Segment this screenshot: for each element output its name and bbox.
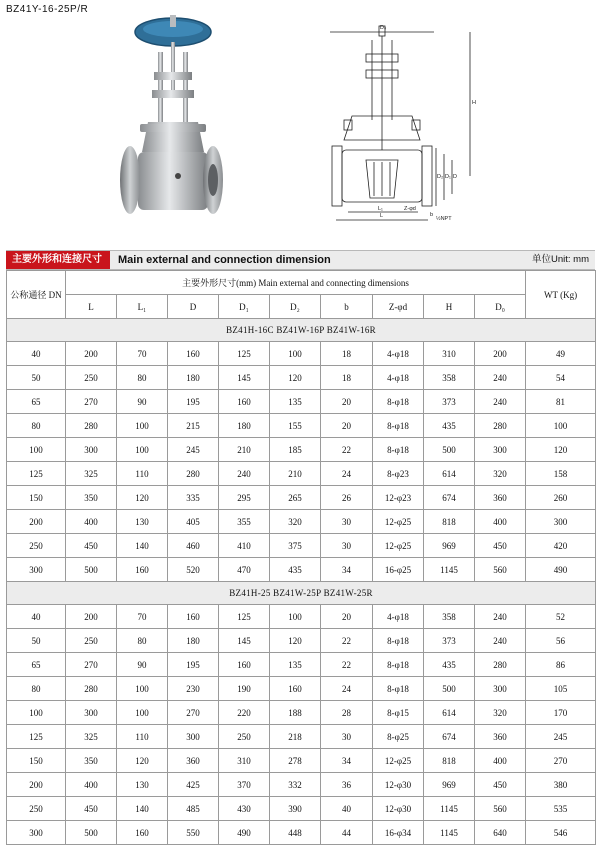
label-d1: D₁ [445, 174, 451, 180]
table-cell: 30 [321, 510, 373, 534]
label-npt: ½NPT [436, 216, 452, 222]
table-row [7, 725, 596, 749]
table-row [7, 486, 596, 510]
valve-photo [118, 12, 224, 234]
table-cell: 100 [7, 701, 66, 725]
table-row [7, 390, 596, 414]
table-cell: 80 [117, 366, 168, 390]
table-cell: 325 [66, 725, 117, 749]
table-cell: 375 [270, 534, 321, 558]
table-cell: 155 [270, 414, 321, 438]
table-cell: 145 [219, 366, 270, 390]
column-header: b [321, 295, 373, 319]
table-cell: 160 [168, 342, 219, 366]
table-cell: 220 [219, 701, 270, 725]
column-header: H [424, 295, 475, 319]
model-group-label: BZ41H-25 BZ41W-25P BZ41W-25R [7, 582, 596, 605]
table-cell: 180 [168, 629, 219, 653]
table-cell: 1145 [424, 821, 475, 845]
table-cell: 200 [7, 773, 66, 797]
dn-header: 公称通径 DN [7, 271, 66, 319]
table-cell: 200 [66, 605, 117, 629]
table-cell: 8-φ18 [373, 438, 424, 462]
table-cell: 410 [219, 534, 270, 558]
label-b: b [430, 212, 434, 218]
table-cell: 40 [321, 797, 373, 821]
table-cell: 105 [526, 677, 596, 701]
table-cell: 448 [270, 821, 321, 845]
table-row [7, 438, 596, 462]
table-cell: 16-φ34 [373, 821, 424, 845]
table-row [7, 701, 596, 725]
table-cell: 70 [117, 342, 168, 366]
table-cell: 80 [117, 629, 168, 653]
table-row [7, 677, 596, 701]
model-code: BZ41Y-16-25P/R [6, 4, 89, 15]
table-cell: 22 [321, 438, 373, 462]
table-cell: 280 [475, 653, 526, 677]
table-cell: 280 [168, 462, 219, 486]
column-header: Z-φd [373, 295, 424, 319]
table-cell: 370 [219, 773, 270, 797]
table-cell: 332 [270, 773, 321, 797]
table-cell: 300 [475, 677, 526, 701]
table-cell: 435 [424, 414, 475, 438]
table-cell: 430 [219, 797, 270, 821]
table-cell: 550 [168, 821, 219, 845]
table-cell: 435 [270, 558, 321, 582]
table-cell: 180 [168, 366, 219, 390]
table-cell: 195 [168, 653, 219, 677]
table-cell: 28 [321, 701, 373, 725]
table-cell: 420 [526, 534, 596, 558]
table-cell: 180 [219, 414, 270, 438]
table-cell: 12-φ30 [373, 773, 424, 797]
table-cell: 8-φ18 [373, 653, 424, 677]
table-cell: 270 [526, 749, 596, 773]
table-cell: 373 [424, 629, 475, 653]
table-cell: 614 [424, 462, 475, 486]
table-cell: 16-φ25 [373, 558, 424, 582]
table-cell: 100 [117, 701, 168, 725]
section-title-en: Main external and connection dimension [118, 254, 331, 266]
table-row [7, 366, 596, 390]
table-cell: 215 [168, 414, 219, 438]
table-cell: 265 [270, 486, 321, 510]
table-cell: 34 [321, 749, 373, 773]
table-cell: 460 [168, 534, 219, 558]
table-cell: 18 [321, 342, 373, 366]
table-cell: 380 [526, 773, 596, 797]
table-cell: 520 [168, 558, 219, 582]
table-cell: 240 [475, 605, 526, 629]
table-cell: 160 [168, 605, 219, 629]
table-cell: 90 [117, 653, 168, 677]
table-cell: 49 [526, 342, 596, 366]
table-cell: 435 [424, 653, 475, 677]
table-cell: 185 [270, 438, 321, 462]
table-cell: 280 [66, 414, 117, 438]
table-cell: 250 [219, 725, 270, 749]
table-row [7, 462, 596, 486]
table-cell: 400 [475, 749, 526, 773]
table-cell: 470 [219, 558, 270, 582]
table-cell: 81 [526, 390, 596, 414]
table-cell: 24 [321, 677, 373, 701]
table-cell: 8-φ18 [373, 677, 424, 701]
table-cell: 150 [7, 486, 66, 510]
table-cell: 145 [219, 629, 270, 653]
table-cell: 8-φ23 [373, 462, 424, 486]
table-cell: 240 [475, 629, 526, 653]
table-cell: 1145 [424, 558, 475, 582]
table-cell: 355 [219, 510, 270, 534]
table-row [7, 749, 596, 773]
table-cell: 490 [219, 821, 270, 845]
table-cell: 300 [526, 510, 596, 534]
table-cell: 818 [424, 510, 475, 534]
table-cell: 674 [424, 725, 475, 749]
table-cell: 295 [219, 486, 270, 510]
table-cell: 12-φ25 [373, 510, 424, 534]
dimension-drawing [322, 20, 490, 232]
table-cell: 100 [270, 342, 321, 366]
table-cell: 100 [526, 414, 596, 438]
table-cell: 50 [7, 629, 66, 653]
table-cell: 546 [526, 821, 596, 845]
table-cell: 240 [475, 366, 526, 390]
table-cell: 245 [526, 725, 596, 749]
table-cell: 674 [424, 486, 475, 510]
table-cell: 110 [117, 725, 168, 749]
table-cell: 50 [7, 366, 66, 390]
table-cell: 160 [117, 558, 168, 582]
label-d0: D₀ [380, 25, 387, 31]
table-cell: 12-φ23 [373, 486, 424, 510]
table-cell: 450 [475, 773, 526, 797]
table-cell: 100 [270, 605, 321, 629]
table-cell: 18 [321, 366, 373, 390]
table-cell: 360 [475, 486, 526, 510]
table-cell: 200 [7, 510, 66, 534]
table-cell: 195 [168, 390, 219, 414]
table-row [7, 414, 596, 438]
table-cell: 969 [424, 773, 475, 797]
table-cell: 260 [526, 486, 596, 510]
table-cell: 490 [526, 558, 596, 582]
table-cell: 120 [117, 486, 168, 510]
column-header: D₂ [270, 295, 321, 319]
table-cell: 65 [7, 653, 66, 677]
table-cell: 245 [168, 438, 219, 462]
table-cell: 170 [526, 701, 596, 725]
table-cell: 8-φ15 [373, 701, 424, 725]
label-l: L [380, 213, 384, 219]
table-cell: 320 [475, 701, 526, 725]
table-cell: 22 [321, 629, 373, 653]
table-cell: 300 [7, 558, 66, 582]
table-cell: 86 [526, 653, 596, 677]
table-row [7, 629, 596, 653]
table-cell: 278 [270, 749, 321, 773]
table-cell: 360 [475, 725, 526, 749]
table-cell: 270 [66, 653, 117, 677]
model-group-row [7, 582, 596, 605]
table-cell: 390 [270, 797, 321, 821]
table-cell: 188 [270, 701, 321, 725]
label-l1: L₁ [378, 206, 383, 212]
table-cell: 250 [7, 534, 66, 558]
table-cell: 969 [424, 534, 475, 558]
table-row [7, 558, 596, 582]
table-cell: 30 [321, 534, 373, 558]
table-cell: 280 [475, 414, 526, 438]
table-cell: 140 [117, 534, 168, 558]
table-cell: 230 [168, 677, 219, 701]
table-cell: 818 [424, 749, 475, 773]
table-cell: 130 [117, 773, 168, 797]
table-row [7, 797, 596, 821]
table-cell: 4-φ18 [373, 366, 424, 390]
table-cell: 614 [424, 701, 475, 725]
table-cell: 100 [117, 414, 168, 438]
column-header: L₁ [117, 295, 168, 319]
table-cell: 8-φ18 [373, 629, 424, 653]
table-cell: 4-φ18 [373, 342, 424, 366]
section-header [6, 250, 595, 270]
table-cell: 100 [117, 438, 168, 462]
table-cell: 300 [168, 725, 219, 749]
table-cell: 250 [66, 366, 117, 390]
table-cell: 160 [270, 677, 321, 701]
table-cell: 325 [66, 462, 117, 486]
table-row [7, 653, 596, 677]
table-row [7, 510, 596, 534]
table-cell: 335 [168, 486, 219, 510]
table-cell: 500 [424, 438, 475, 462]
table-cell: 158 [526, 462, 596, 486]
table-cell: 400 [66, 773, 117, 797]
table-cell: 120 [270, 629, 321, 653]
column-header: D [168, 295, 219, 319]
table-cell: 400 [475, 510, 526, 534]
table-row [7, 773, 596, 797]
table-cell: 70 [117, 605, 168, 629]
table-cell: 135 [270, 390, 321, 414]
label-z: Z-φd [404, 206, 416, 212]
table-cell: 140 [117, 797, 168, 821]
table-cell: 12-φ25 [373, 534, 424, 558]
table-cell: 373 [424, 390, 475, 414]
table-cell: 135 [270, 653, 321, 677]
table-cell: 34 [321, 558, 373, 582]
table-cell: 450 [66, 534, 117, 558]
table-cell: 320 [475, 462, 526, 486]
table-cell: 485 [168, 797, 219, 821]
table-cell: 310 [424, 342, 475, 366]
table-cell: 54 [526, 366, 596, 390]
table-cell: 300 [7, 821, 66, 845]
table-cell: 250 [66, 629, 117, 653]
unit-label: 单位Unit: mm [531, 254, 589, 265]
table-cell: 560 [475, 797, 526, 821]
table-cell: 44 [321, 821, 373, 845]
label-h: H [472, 100, 476, 106]
table-cell: 125 [219, 605, 270, 629]
model-group-label: BZ41H-16C BZ41W-16P BZ41W-16R [7, 319, 596, 342]
table-cell: 300 [66, 701, 117, 725]
table-cell: 80 [7, 677, 66, 701]
table-cell: 240 [475, 390, 526, 414]
table-cell: 270 [168, 701, 219, 725]
table-cell: 300 [66, 438, 117, 462]
label-d: D [453, 174, 457, 180]
table-cell: 160 [219, 390, 270, 414]
column-header: L [66, 295, 117, 319]
table-cell: 210 [219, 438, 270, 462]
table-cell: 450 [66, 797, 117, 821]
table-cell: 24 [321, 462, 373, 486]
table-row [7, 534, 596, 558]
table-cell: 8-φ18 [373, 414, 424, 438]
table-cell: 120 [117, 749, 168, 773]
table-cell: 125 [7, 462, 66, 486]
table-cell: 350 [66, 486, 117, 510]
table-cell: 30 [321, 725, 373, 749]
section-title-cn: 主要外形和连接尺寸 [6, 251, 110, 269]
table-cell: 20 [321, 414, 373, 438]
table-cell: 8-φ25 [373, 725, 424, 749]
weight-header: WT (Kg) [526, 271, 596, 319]
table-cell: 52 [526, 605, 596, 629]
table-cell: 190 [219, 677, 270, 701]
table-cell: 350 [66, 749, 117, 773]
table-cell: 125 [219, 342, 270, 366]
table-cell: 160 [219, 653, 270, 677]
table-cell: 218 [270, 725, 321, 749]
table-cell: 200 [475, 342, 526, 366]
table-cell: 500 [424, 677, 475, 701]
table-cell: 22 [321, 653, 373, 677]
table-cell: 120 [270, 366, 321, 390]
table-cell: 100 [7, 438, 66, 462]
column-header: D₀ [475, 295, 526, 319]
table-cell: 560 [475, 558, 526, 582]
table-cell: 1145 [424, 797, 475, 821]
table-cell: 500 [66, 821, 117, 845]
table-cell: 125 [7, 725, 66, 749]
table-cell: 8-φ18 [373, 390, 424, 414]
column-header: D₁ [219, 295, 270, 319]
table-cell: 200 [66, 342, 117, 366]
table-cell: 120 [526, 438, 596, 462]
table-row [7, 605, 596, 629]
table-cell: 320 [270, 510, 321, 534]
table-cell: 358 [424, 605, 475, 629]
table-cell: 36 [321, 773, 373, 797]
label-d2: D₂ [437, 174, 444, 180]
table-cell: 450 [475, 534, 526, 558]
table-cell: 26 [321, 486, 373, 510]
table-cell: 20 [321, 390, 373, 414]
table-cell: 360 [168, 749, 219, 773]
table-cell: 40 [7, 605, 66, 629]
table-cell: 12-φ30 [373, 797, 424, 821]
table-cell: 425 [168, 773, 219, 797]
table-cell: 90 [117, 390, 168, 414]
table-cell: 130 [117, 510, 168, 534]
table-cell: 40 [7, 342, 66, 366]
table-row [7, 342, 596, 366]
table-cell: 310 [219, 749, 270, 773]
table-cell: 270 [66, 390, 117, 414]
table-cell: 535 [526, 797, 596, 821]
dimension-table [6, 270, 596, 845]
table-row [7, 821, 596, 845]
table-cell: 20 [321, 605, 373, 629]
table-cell: 358 [424, 366, 475, 390]
dimensions-header: 主要外形尺寸(mm) Main external and connecting dimensions [66, 271, 526, 295]
table-cell: 160 [117, 821, 168, 845]
table-cell: 4-φ18 [373, 605, 424, 629]
table-cell: 150 [7, 749, 66, 773]
model-group-row [7, 319, 596, 342]
table-cell: 100 [117, 677, 168, 701]
table-cell: 110 [117, 462, 168, 486]
table-cell: 640 [475, 821, 526, 845]
table-cell: 240 [219, 462, 270, 486]
table-cell: 405 [168, 510, 219, 534]
table-cell: 300 [475, 438, 526, 462]
table-cell: 250 [7, 797, 66, 821]
table-cell: 210 [270, 462, 321, 486]
table-cell: 400 [66, 510, 117, 534]
table-cell: 280 [66, 677, 117, 701]
table-cell: 65 [7, 390, 66, 414]
table-cell: 12-φ25 [373, 749, 424, 773]
table-cell: 56 [526, 629, 596, 653]
table-cell: 500 [66, 558, 117, 582]
table-cell: 80 [7, 414, 66, 438]
